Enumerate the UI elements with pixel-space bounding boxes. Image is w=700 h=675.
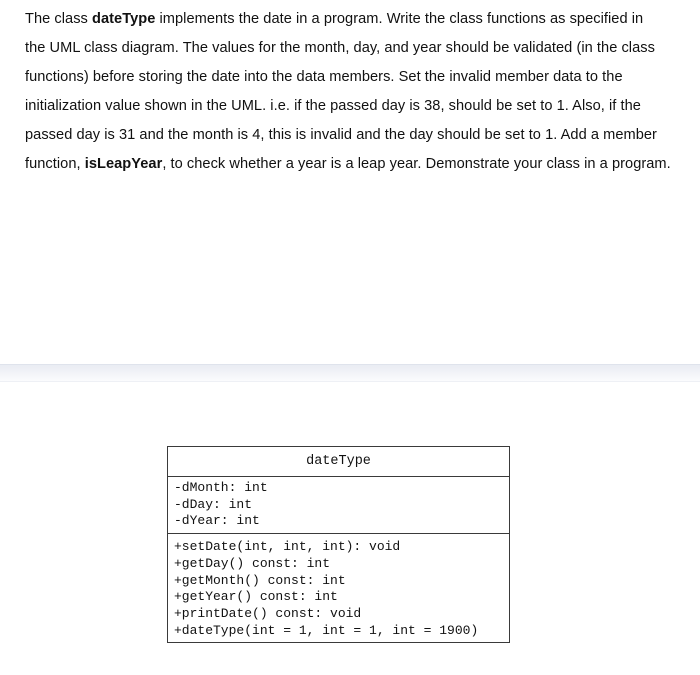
uml-attribute: -dDay: int (174, 496, 253, 512)
section-divider (0, 364, 700, 382)
uml-attribute: -dMonth: int (174, 480, 268, 495)
question-text (25, 5, 675, 179)
uml-attributes (168, 477, 509, 534)
uml-method: +getDay() const: int (174, 555, 331, 571)
function-name-emphasis: isLeapYear (84, 156, 163, 172)
question-line-2: the UML class diagram. The values for the month, day, and year should be validated (in the class (25, 40, 655, 56)
class-name-emphasis: dateType (92, 11, 156, 27)
uml-class-diagram (167, 446, 510, 643)
uml-methods (168, 534, 509, 642)
question-line-3: functions) before storing the date into the data members. Set the invalid member data to the (25, 69, 623, 85)
uml-method: +setDate(int, int, int): void (174, 539, 401, 555)
question-line-1: The class dateType implements the date in a program. Write the class functions as specified in (25, 11, 644, 27)
uml-method: +dateType(int = 1, int = 1, int = 1900) (174, 622, 479, 638)
uml-method: +getYear() const: int (174, 589, 338, 605)
question-line-5: passed day is 31 and the month is 4, this is invalid and the day should be set to 1. Add a member (25, 127, 657, 143)
question-line-4: initialization value shown in the UML. i.e. if the passed day is 38, should be set to 1. Also, if the (25, 98, 641, 114)
uml-class-name: dateType (168, 447, 509, 477)
uml-attribute: -dYear: int (174, 513, 260, 529)
uml-method: +printDate() const: void (174, 605, 362, 621)
uml-method: +getMonth() const: int (174, 572, 346, 588)
question-line-6: function, isLeapYear, to check whether a year is a leap year. Demonstrate your class in a program. (25, 156, 671, 172)
